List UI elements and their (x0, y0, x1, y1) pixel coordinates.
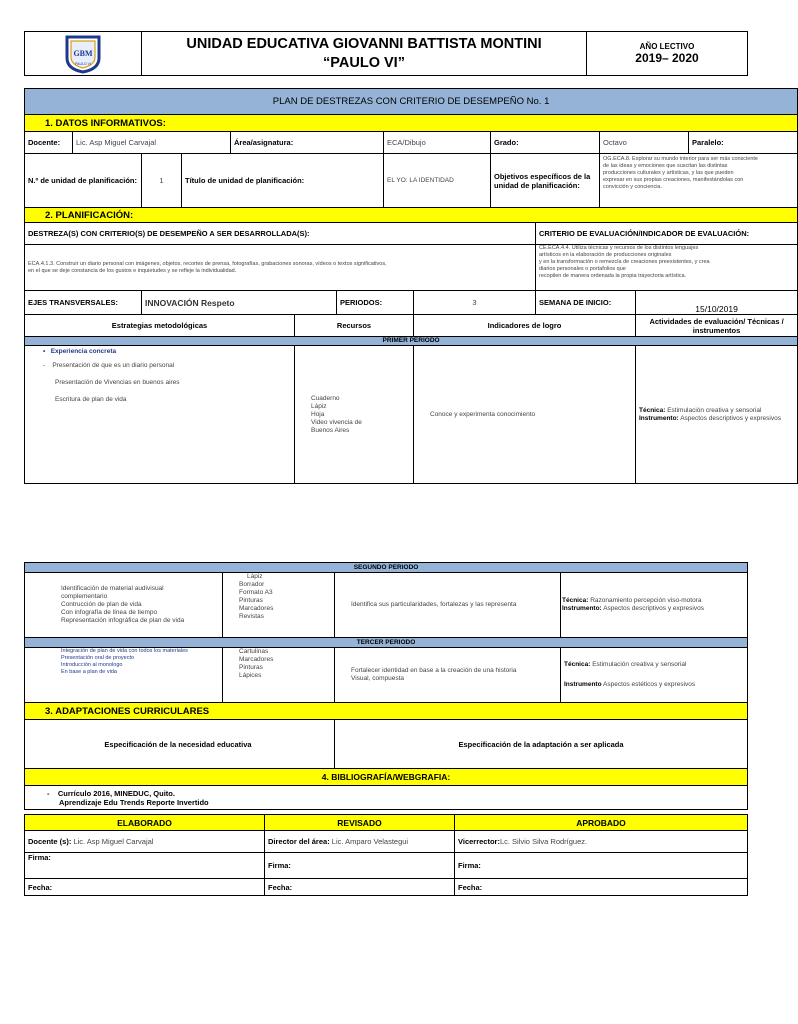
p1-dash: - (43, 362, 46, 369)
vicerrector-sign-value: Lc. Silvio Silva Rodríguez. (499, 837, 588, 846)
datos-title: 1. DATOS INFORMATIVOS: (25, 115, 798, 132)
p1-indicador: Conoce y experimenta conocimiento (414, 346, 636, 484)
docente-value: Lic. Asp Miguel Carvajal (73, 132, 231, 154)
tercer-periodo-title: TERCER PERIODO (25, 638, 748, 648)
vicerrector-sign-cell (455, 831, 748, 853)
p2-tecnica-value: Razonamiento percepción viso-motora (590, 597, 702, 604)
adaptaciones-title: 3. ADAPTACIONES CURRICULARES (25, 703, 748, 720)
director-sign-cell (265, 831, 455, 853)
destreza-line: ECA.4.1.3. Construir un diario personal con imágenes, objetos, recortes de prensa, fotografías, grabaciones sonoras, vídeos o textos significativos, (28, 260, 387, 267)
plan-title: PLAN DE DESTREZAS CON CRITERIO DE DESEMPEÑO No. 1 (25, 89, 798, 115)
titulo-value: EL YO: LA IDENTIDAD (384, 154, 491, 208)
p3-estrategia: En base a plan de vida (61, 669, 117, 675)
criterio-line: y en la transformación o remezcla de creaciones preexistentes, y crea (539, 259, 710, 265)
bibliografia-title: 4. BIBLIOGRAFÍA/WEBGRAFIA: (25, 769, 748, 786)
p1-line: Presentación de que es un diario personal (52, 362, 175, 369)
biblio-item: Aprendizaje Edu Trends Reporte Invertido (59, 797, 209, 807)
unidad-label: N.º de unidad de planificación: (25, 154, 142, 208)
p3-estrategia: Introducción al monologo (61, 662, 123, 668)
area-value: ECA/Dibujo (384, 132, 491, 154)
p3-recursos (223, 648, 335, 703)
p1-recurso: Hoja (311, 410, 325, 418)
criterio-value (536, 245, 798, 291)
destreza-line: en el que se deje constancia de los gustos e inquietudes y se refleje la individualidad. (28, 267, 237, 274)
logo-cell (25, 32, 142, 76)
revisado-header: REVISADO (265, 815, 455, 831)
p3-instrumento-value: Aspectos estéticos y expresivos (603, 681, 696, 688)
p3-tecnica-value: Estimulación creativa y sensorial (592, 661, 687, 668)
p2-recurso: Pinturas (239, 597, 263, 604)
p3-instrumento-label: Instrumento (564, 681, 602, 688)
p2-instrumento-label: Instrumento: (562, 605, 602, 612)
periodos-label: PERIODOS: (337, 291, 414, 315)
year-label: AÑO LECTIVO (639, 42, 695, 51)
p1-recurso: Lápiz (311, 402, 327, 410)
fecha-vicerrector: Fecha: (455, 879, 748, 896)
criterio-line: artísticos en la elaboración de producciones originales (539, 252, 672, 258)
fecha-docente: Fecha: (25, 879, 265, 896)
p1-line: Presentación de Vivencias en buenos aires (55, 379, 180, 386)
biblio-dash: - (47, 788, 50, 798)
firma-docente: Firma: (25, 853, 265, 879)
p2-estrategia: complementario (61, 593, 108, 600)
p1-tecnica-label: Técnica: (639, 406, 666, 414)
planificacion-title: 2. PLANIFICACIÓN: (25, 208, 798, 223)
p2-recurso: Borrador (239, 581, 265, 588)
p3-estrategia: Presentación oral de proyecto (61, 655, 135, 661)
criterio-line: recopilen de manera ordenada la propia trayectoria artística. (539, 273, 687, 279)
objetivos-line: de las ideas y emociones que suscitan las distintas (603, 163, 728, 169)
biblio-item: Currículo 2016, MINEDUC, Quito. (57, 788, 175, 798)
p1-instrumento-label: Instrumento: (639, 414, 679, 422)
docente-sign-cell (25, 831, 265, 853)
semana-value: 15/10/2019 (636, 291, 798, 315)
objetivos-line: expresar en sus propias creaciones, manifestándolas con (603, 177, 744, 183)
ejes-label: EJES TRANSVERSALES: (25, 291, 142, 315)
p2-recursos (223, 573, 335, 638)
p2-estrategia: Contrucción de plan de vida (61, 601, 142, 608)
logo-text-bottom: PAULO VI (75, 61, 91, 66)
fecha-director: Fecha: (265, 879, 455, 896)
p2-recurso: Formato A3 (239, 589, 273, 596)
p1-line: Escritura de plan de vida (55, 396, 127, 403)
school-name-cell (142, 32, 587, 76)
p2-instrumento-value: Aspectos descriptivos y expresivos (603, 605, 704, 612)
p3-recurso: Cartulinas (239, 648, 269, 655)
grado-value: Octavo (600, 132, 689, 154)
docente-sign-label: Docente (s): (28, 837, 72, 846)
p2-recurso: Lápiz (247, 573, 263, 580)
plan-table-page2 (24, 562, 748, 810)
p2-estrategia: Con infografía de línea de tiempo (61, 609, 158, 616)
p1-recursos (295, 346, 414, 484)
titulo-label: Título de unidad de planificación: (182, 154, 384, 208)
objetivos-line: OG.ECA.8. Explorar su mundo interior para ser más consciente (603, 156, 758, 162)
signatures-table (24, 814, 748, 896)
col-actividades: Actividades de evaluación/ Técnicas / instrumentos (636, 315, 798, 337)
adaptacion-label: Especificación de la adaptación a ser aplicada (335, 720, 748, 769)
objetivos-line: convicción y conciencia. (603, 184, 663, 190)
bibliografia-content (25, 786, 748, 810)
p2-estrategia: Identificación de material audivisual (61, 585, 164, 592)
school-subtitle: “PAULO VI” (323, 54, 405, 71)
p1-recurso: Buenos Aires (311, 426, 350, 434)
vicerrector-sign-label: Vicerrector: (458, 837, 500, 846)
criterio-label: CRITERIO DE EVALUACIÓN/INDICADOR DE EVALUACIÓN: (536, 223, 798, 245)
periodos-value: 3 (414, 291, 536, 315)
aprobado-header: APROBADO (455, 815, 748, 831)
semana-label: SEMANA DE INICIO: (536, 291, 636, 315)
school-logo-icon (63, 34, 103, 74)
director-sign-label: Director del área: (268, 837, 330, 846)
p3-recurso: Marcadores (239, 656, 274, 663)
school-year-cell (587, 32, 748, 76)
firma-director: Firma: (265, 853, 455, 879)
col-estrategias: Estrategias metodológicas (25, 315, 295, 337)
p3-tecnica-label: Técnica: (564, 661, 591, 668)
year-value: 2019– 2020 (635, 51, 699, 65)
p1-bullet: Experiencia concreta (50, 348, 117, 355)
p3-indicador (335, 648, 561, 703)
unidad-value: 1 (142, 154, 182, 208)
p1-instrumento-value: Aspectos descriptivos y expresivos (680, 414, 781, 422)
p1-estrategias (25, 346, 295, 484)
necesidad-label: Especificación de la necesidad educativa (25, 720, 335, 769)
bullet-icon: • (43, 348, 51, 355)
col-indicadores: Indicadores de logro (414, 315, 636, 337)
objetivos-line: producciones culturales y artísticas, y las que pueden (603, 170, 734, 176)
p2-estrategia: Representación infográfica de plan de vida (61, 617, 185, 624)
p3-estrategia: Integración de plan de vida con todos los materiales (61, 648, 188, 654)
criterio-line: diarios personales o portafolios que (539, 266, 626, 272)
paralelo-label: Paralelo: (689, 132, 798, 154)
plan-table-page1 (24, 88, 798, 484)
p1-actividades (636, 346, 798, 484)
area-label: Área/asignatura: (231, 132, 384, 154)
objetivos-label: Objetivos específicos de la unidad de planificación: (491, 154, 600, 208)
p2-recurso: Marcadores (239, 605, 274, 612)
col-recursos: Recursos (295, 315, 414, 337)
p1-recurso: Video vivencia de (311, 418, 362, 426)
docente-label: Docente: (25, 132, 73, 154)
p1-recurso: Cuaderno (311, 394, 340, 402)
header-table (24, 31, 748, 76)
grado-label: Grado: (491, 132, 600, 154)
p3-indicador-line: Visual, compuesta (351, 675, 404, 682)
p2-tecnica-label: Técnica: (562, 597, 589, 604)
p2-estrategias (25, 573, 223, 638)
p3-recurso: Lápices (239, 672, 262, 679)
destreza-label: DESTREZA(S) CON CRITERIO(S) DE DESEMPEÑO A SER DESARROLLADA(S): (25, 223, 536, 245)
p2-recurso: Revistas (239, 613, 264, 620)
objetivos-value (600, 154, 798, 208)
docente-sign-value: Lic. Asp Miguel Carvajal (73, 837, 154, 846)
school-name: UNIDAD EDUCATIVA GIOVANNI BATTISTA MONTINI (186, 35, 542, 52)
firma-vicerrector: Firma: (455, 853, 748, 879)
p3-indicador-line: Fortalecer identidad en base a la creación de una historia (351, 667, 517, 674)
primer-periodo-title: PRIMER PERIODO (25, 337, 798, 346)
segundo-periodo-title: SEGUNDO PERIODO (25, 563, 748, 573)
p3-recurso: Pinturas (239, 664, 263, 671)
p3-actividades (561, 648, 748, 703)
elaborado-header: ELABORADO (25, 815, 265, 831)
director-sign-value: Lic. Amparo Velastegui (331, 837, 409, 846)
p3-estrategias (25, 648, 223, 703)
p2-indicador: Identifica sus particularidades, fortalezas y las representa (335, 573, 561, 638)
destreza-value (25, 245, 536, 291)
ejes-value: INNOVACIÓN Respeto (142, 291, 337, 315)
criterio-line: CE.ECA.4.4. Utiliza técnicas y recursos de los distintos lenguajes (539, 245, 699, 251)
p2-actividades (561, 573, 748, 638)
logo-text-top: GBM (73, 48, 93, 58)
p1-tecnica-value: Estimulación creativa y sensorial (667, 406, 762, 414)
